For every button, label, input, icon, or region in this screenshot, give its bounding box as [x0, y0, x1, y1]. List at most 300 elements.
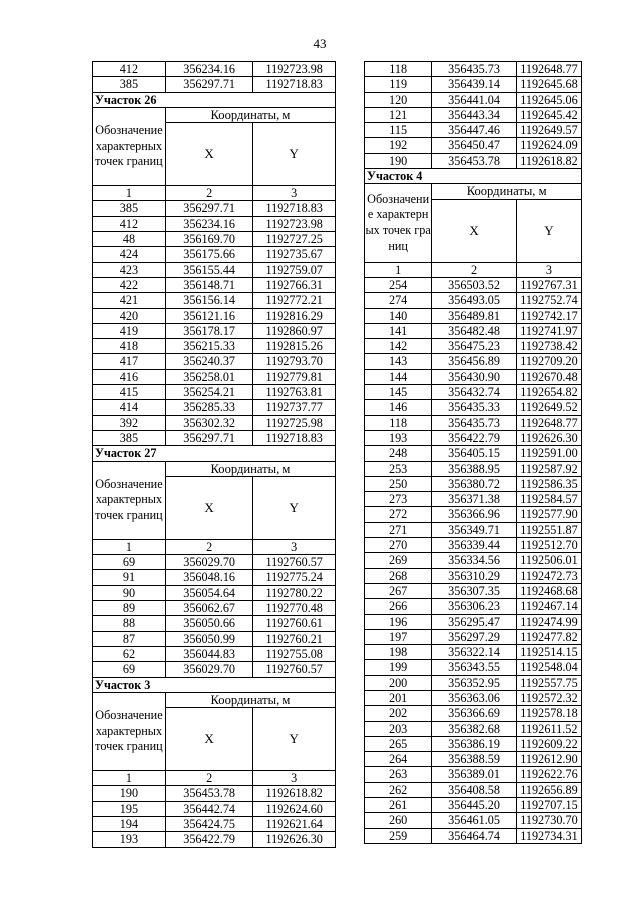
header-row	[93, 461, 336, 476]
coordinate-x: 356297.71	[165, 201, 252, 216]
coordinate-y: 1192718.83	[253, 201, 336, 216]
point-id: 202	[365, 706, 432, 721]
coordinate-y: 1192656.89	[516, 782, 581, 797]
coordinate-x: 356432.74	[432, 385, 517, 400]
table-row	[365, 77, 582, 92]
point-id: 146	[365, 400, 432, 415]
coordinate-y: 1192734.31	[516, 828, 581, 843]
coordinate-y: 1192626.30	[253, 832, 336, 847]
point-id: 385	[93, 430, 166, 445]
point-id: 140	[365, 308, 432, 323]
coordinate-y: 1192618.82	[516, 153, 581, 168]
coordinate-x: 356382.68	[432, 721, 517, 736]
coordinate-y: 1192779.81	[253, 369, 336, 384]
coordinate-y: 1192780.22	[253, 585, 336, 600]
coordinate-x: 356306.23	[432, 599, 517, 614]
point-id: 420	[93, 308, 166, 323]
coordinate-y: 1192709.20	[516, 354, 581, 369]
table-row	[365, 690, 582, 705]
coordinate-x: 356169.70	[165, 232, 252, 247]
point-id: 412	[93, 62, 166, 77]
point-id: 273	[365, 492, 432, 507]
table-row	[93, 77, 336, 92]
column-number: 1	[93, 186, 166, 201]
coordinate-x: 356422.79	[432, 430, 517, 445]
table-row	[365, 813, 582, 828]
table-row	[365, 492, 582, 507]
column-number-row	[93, 186, 336, 201]
coordinate-x: 356297.71	[165, 430, 252, 445]
coordinate-y: 1192752.74	[516, 293, 581, 308]
point-id: 263	[365, 767, 432, 782]
coordinate-y: 1192725.98	[253, 415, 336, 430]
coordinate-y: 1192477.82	[516, 629, 581, 644]
point-id: 260	[365, 813, 432, 828]
table-row	[365, 553, 582, 568]
right-table-body	[365, 62, 582, 844]
coordinate-x: 356234.16	[165, 216, 252, 231]
table-row	[365, 123, 582, 138]
point-id: 48	[93, 232, 166, 247]
coordinate-x: 356453.78	[432, 153, 517, 168]
left-table-body	[93, 62, 336, 848]
coordinate-x: 356302.32	[165, 415, 252, 430]
table-row	[365, 354, 582, 369]
point-id: 190	[365, 153, 432, 168]
header-x: X	[165, 123, 252, 186]
coordinate-y: 1192557.75	[516, 675, 581, 690]
coordinate-x: 356050.99	[165, 631, 252, 646]
coordinate-x: 356339.44	[432, 538, 517, 553]
coordinate-x: 356453.78	[165, 786, 252, 801]
coordinate-x: 356029.70	[165, 662, 252, 677]
header-designation: Обозначение характерных точек границ	[93, 692, 166, 770]
table-row	[365, 629, 582, 644]
coordinate-y: 1192645.68	[516, 77, 581, 92]
coordinate-x: 356175.66	[165, 247, 252, 262]
coordinate-x: 356366.96	[432, 507, 517, 522]
coordinate-x: 356475.23	[432, 339, 517, 354]
table-row	[93, 801, 336, 816]
coordinate-y: 1192760.21	[253, 631, 336, 646]
coordinate-x: 356054.64	[165, 585, 252, 600]
point-id: 196	[365, 614, 432, 629]
table-row	[93, 232, 336, 247]
coordinate-x: 356424.75	[165, 816, 252, 831]
table-row	[365, 369, 582, 384]
column-number: 3	[253, 186, 336, 201]
table-row	[93, 786, 336, 801]
table-row	[93, 585, 336, 600]
table-row	[365, 736, 582, 751]
left-coordinates-table	[92, 61, 336, 848]
coordinate-y: 1192793.70	[253, 354, 336, 369]
point-id: 422	[93, 277, 166, 292]
coordinate-x: 356422.79	[165, 832, 252, 847]
column-number-row	[93, 771, 336, 786]
table-row	[365, 583, 582, 598]
table-row	[365, 660, 582, 675]
table-row	[365, 798, 582, 813]
coordinate-x: 356297.29	[432, 629, 517, 644]
point-id: 87	[93, 631, 166, 646]
coordinate-y: 1192609.22	[516, 736, 581, 751]
coordinate-y: 1192759.07	[253, 262, 336, 277]
section-title-row	[93, 446, 336, 461]
point-id: 69	[93, 662, 166, 677]
coordinate-y: 1192760.57	[253, 555, 336, 570]
coordinate-y: 1192611.52	[516, 721, 581, 736]
header-y: Y	[516, 199, 581, 262]
coordinate-y: 1192763.81	[253, 385, 336, 400]
table-row	[365, 614, 582, 629]
coordinate-y: 1192775.24	[253, 570, 336, 585]
coordinate-y: 1192648.77	[516, 415, 581, 430]
coordinate-x: 356435.73	[432, 62, 517, 77]
table-row	[93, 385, 336, 400]
header-coordinates: Координаты, м	[432, 184, 582, 199]
coordinate-x: 356295.47	[432, 614, 517, 629]
point-id: 141	[365, 323, 432, 338]
coordinate-y: 1192578.18	[516, 706, 581, 721]
right-coordinates-column	[364, 61, 582, 844]
point-id: 198	[365, 645, 432, 660]
coordinate-y: 1192727.25	[253, 232, 336, 247]
header-coordinates: Координаты, м	[165, 692, 335, 707]
coordinate-x: 356307.35	[432, 583, 517, 598]
coordinate-y: 1192612.90	[516, 752, 581, 767]
coordinate-y: 1192723.98	[253, 216, 336, 231]
table-row	[365, 599, 582, 614]
table-row	[365, 476, 582, 491]
coordinate-y: 1192624.09	[516, 138, 581, 153]
coordinate-x: 356371.38	[432, 492, 517, 507]
section-title: Участок 27	[93, 446, 336, 461]
coordinate-y: 1192618.82	[253, 786, 336, 801]
table-row	[93, 339, 336, 354]
coordinate-y: 1192474.99	[516, 614, 581, 629]
column-number: 3	[253, 539, 336, 554]
point-id: 418	[93, 339, 166, 354]
section-title-row	[93, 92, 336, 107]
coordinate-y: 1192737.77	[253, 400, 336, 415]
point-id: 248	[365, 446, 432, 461]
coordinate-y: 1192723.98	[253, 62, 336, 77]
point-id: 254	[365, 277, 432, 292]
coordinate-y: 1192767.31	[516, 277, 581, 292]
point-id: 118	[365, 62, 432, 77]
coordinate-y: 1192770.48	[253, 601, 336, 616]
table-row	[365, 461, 582, 476]
page-number: 43	[313, 36, 327, 51]
coordinate-y: 1192738.42	[516, 339, 581, 354]
coordinate-x: 356443.34	[432, 107, 517, 122]
coordinate-x: 356435.33	[432, 400, 517, 415]
coordinate-y: 1192572.32	[516, 690, 581, 705]
coordinate-x: 356155.44	[165, 262, 252, 277]
header-coordinates: Координаты, м	[165, 461, 335, 476]
table-row	[93, 570, 336, 585]
coordinate-x: 356464.74	[432, 828, 517, 843]
point-id: 268	[365, 568, 432, 583]
coordinate-y: 1192624.60	[253, 801, 336, 816]
column-number: 3	[516, 262, 581, 277]
point-id: 115	[365, 123, 432, 138]
column-number: 2	[165, 539, 252, 554]
coordinate-y: 1192626.30	[516, 430, 581, 445]
coordinate-y: 1192772.21	[253, 293, 336, 308]
coordinate-y: 1192649.57	[516, 123, 581, 138]
table-row	[365, 138, 582, 153]
table-row	[93, 430, 336, 445]
point-id: 417	[93, 354, 166, 369]
coordinate-x: 356322.14	[432, 645, 517, 660]
coordinate-x: 356363.06	[432, 690, 517, 705]
coordinate-x: 356234.16	[165, 62, 252, 77]
point-id: 90	[93, 585, 166, 600]
coordinate-y: 1192472.73	[516, 568, 581, 583]
coordinate-x: 356343.55	[432, 660, 517, 675]
coordinate-x: 356062.67	[165, 601, 252, 616]
coordinate-x: 356310.29	[432, 568, 517, 583]
point-id: 253	[365, 461, 432, 476]
table-row	[93, 323, 336, 338]
point-id: 197	[365, 629, 432, 644]
header-x: X	[165, 476, 252, 539]
table-row	[365, 277, 582, 292]
coordinate-x: 356178.17	[165, 323, 252, 338]
column-number: 2	[165, 186, 252, 201]
coordinate-x: 356430.90	[432, 369, 517, 384]
point-id: 88	[93, 616, 166, 631]
table-row	[365, 385, 582, 400]
table-row	[365, 430, 582, 445]
point-id: 195	[93, 801, 166, 816]
coordinate-x: 356439.14	[432, 77, 517, 92]
coordinate-y: 1192735.67	[253, 247, 336, 262]
coordinate-x: 356349.71	[432, 522, 517, 537]
coordinate-x: 356215.33	[165, 339, 252, 354]
point-id: 266	[365, 599, 432, 614]
table-row	[365, 538, 582, 553]
coordinate-x: 356408.58	[432, 782, 517, 797]
table-row	[93, 816, 336, 831]
point-id: 193	[365, 430, 432, 445]
section-title-row	[93, 677, 336, 692]
column-number: 2	[165, 771, 252, 786]
column-number: 3	[253, 771, 336, 786]
coordinate-y: 1192514.15	[516, 645, 581, 660]
table-row	[365, 782, 582, 797]
coordinate-x: 356489.81	[432, 308, 517, 323]
table-row	[93, 601, 336, 616]
table-row	[365, 400, 582, 415]
coordinate-x: 356461.05	[432, 813, 517, 828]
header-designation: Обозначение характерных точек границ	[93, 461, 166, 539]
coordinate-y: 1192755.08	[253, 646, 336, 661]
coordinate-x: 356254.21	[165, 385, 252, 400]
right-coordinates-table	[364, 61, 582, 844]
column-number-row	[93, 539, 336, 554]
section-title: Участок 4	[365, 169, 582, 184]
table-row	[93, 247, 336, 262]
point-id: 270	[365, 538, 432, 553]
header-x: X	[432, 199, 517, 262]
coordinate-y: 1192730.70	[516, 813, 581, 828]
table-row	[93, 400, 336, 415]
header-designation: Обозначение характерных точек границ	[93, 107, 166, 185]
coordinate-y: 1192584.57	[516, 492, 581, 507]
coordinate-y: 1192670.48	[516, 369, 581, 384]
table-row	[365, 645, 582, 660]
point-id: 69	[93, 555, 166, 570]
column-number: 2	[432, 262, 517, 277]
point-id: 118	[365, 415, 432, 430]
point-id: 203	[365, 721, 432, 736]
coordinate-x: 356435.73	[432, 415, 517, 430]
left-coordinates-column	[92, 61, 336, 848]
header-x: X	[165, 708, 252, 771]
coordinate-x: 356044.83	[165, 646, 252, 661]
point-id: 200	[365, 675, 432, 690]
coordinate-y: 1192760.57	[253, 662, 336, 677]
coordinate-x: 356156.14	[165, 293, 252, 308]
point-id: 119	[365, 77, 432, 92]
coordinate-y: 1192649.52	[516, 400, 581, 415]
coordinate-y: 1192742.17	[516, 308, 581, 323]
coordinate-y: 1192816.29	[253, 308, 336, 323]
header-y: Y	[253, 708, 336, 771]
coordinate-y: 1192622.76	[516, 767, 581, 782]
table-row	[93, 662, 336, 677]
header-row	[93, 107, 336, 122]
table-row	[365, 706, 582, 721]
table-row	[365, 721, 582, 736]
coordinate-y: 1192741.97	[516, 323, 581, 338]
table-row	[93, 354, 336, 369]
point-id: 194	[93, 816, 166, 831]
coordinate-x: 356050.66	[165, 616, 252, 631]
coordinate-x: 356048.16	[165, 570, 252, 585]
coordinate-x: 356493.05	[432, 293, 517, 308]
point-id: 262	[365, 782, 432, 797]
section-title-row	[365, 169, 582, 184]
table-row	[365, 675, 582, 690]
point-id: 416	[93, 369, 166, 384]
coordinate-x: 356380.72	[432, 476, 517, 491]
coordinate-x: 356447.46	[432, 123, 517, 138]
point-id: 385	[93, 77, 166, 92]
point-id: 272	[365, 507, 432, 522]
coordinate-x: 356121.16	[165, 308, 252, 323]
table-row	[93, 369, 336, 384]
point-id: 271	[365, 522, 432, 537]
coordinate-y: 1192586.35	[516, 476, 581, 491]
coordinate-x: 356388.95	[432, 461, 517, 476]
coordinate-x: 356366.69	[432, 706, 517, 721]
column-number: 1	[93, 771, 166, 786]
point-id: 120	[365, 92, 432, 107]
table-row	[93, 277, 336, 292]
point-id: 201	[365, 690, 432, 705]
coordinate-x: 356297.71	[165, 77, 252, 92]
point-id: 143	[365, 354, 432, 369]
point-id: 264	[365, 752, 432, 767]
table-row	[93, 201, 336, 216]
coordinate-y: 1192718.83	[253, 430, 336, 445]
table-row	[93, 62, 336, 77]
coordinate-y: 1192551.87	[516, 522, 581, 537]
table-row	[365, 446, 582, 461]
header-y: Y	[253, 476, 336, 539]
coordinate-x: 356029.70	[165, 555, 252, 570]
table-row	[93, 616, 336, 631]
table-row	[93, 555, 336, 570]
table-row	[93, 646, 336, 661]
point-id: 421	[93, 293, 166, 308]
table-row	[365, 308, 582, 323]
table-row	[93, 631, 336, 646]
coordinate-x: 356405.15	[432, 446, 517, 461]
coordinate-y: 1192468.68	[516, 583, 581, 598]
point-id: 412	[93, 216, 166, 231]
point-id: 193	[93, 832, 166, 847]
table-row	[365, 323, 582, 338]
coordinate-y: 1192718.83	[253, 77, 336, 92]
coordinate-y: 1192591.00	[516, 446, 581, 461]
coordinate-x: 356148.71	[165, 277, 252, 292]
point-id: 274	[365, 293, 432, 308]
table-row	[365, 92, 582, 107]
point-id: 385	[93, 201, 166, 216]
coordinate-y: 1192648.77	[516, 62, 581, 77]
point-id: 199	[365, 660, 432, 675]
coordinate-x: 356456.89	[432, 354, 517, 369]
coordinate-y: 1192512.70	[516, 538, 581, 553]
table-row	[365, 828, 582, 843]
table-row	[93, 832, 336, 847]
point-id: 269	[365, 553, 432, 568]
table-row	[93, 415, 336, 430]
table-row	[365, 339, 582, 354]
table-row	[93, 308, 336, 323]
header-y: Y	[253, 123, 336, 186]
section-title: Участок 26	[93, 92, 336, 107]
coordinate-x: 356285.33	[165, 400, 252, 415]
coordinate-x: 356482.48	[432, 323, 517, 338]
point-id: 89	[93, 601, 166, 616]
point-id: 144	[365, 369, 432, 384]
coordinate-x: 356388.59	[432, 752, 517, 767]
table-row	[365, 522, 582, 537]
point-id: 259	[365, 828, 432, 843]
header-row	[365, 184, 582, 199]
point-id: 261	[365, 798, 432, 813]
table-row	[365, 767, 582, 782]
section-title: Участок 3	[93, 677, 336, 692]
point-id: 250	[365, 476, 432, 491]
point-id: 392	[93, 415, 166, 430]
point-id: 62	[93, 646, 166, 661]
coordinate-x: 356503.52	[432, 277, 517, 292]
coordinate-y: 1192815.26	[253, 339, 336, 354]
coordinate-y: 1192621.64	[253, 816, 336, 831]
table-row	[365, 62, 582, 77]
coordinate-y: 1192654.82	[516, 385, 581, 400]
table-row	[93, 293, 336, 308]
header-coordinates: Координаты, м	[165, 107, 335, 122]
point-id: 419	[93, 323, 166, 338]
